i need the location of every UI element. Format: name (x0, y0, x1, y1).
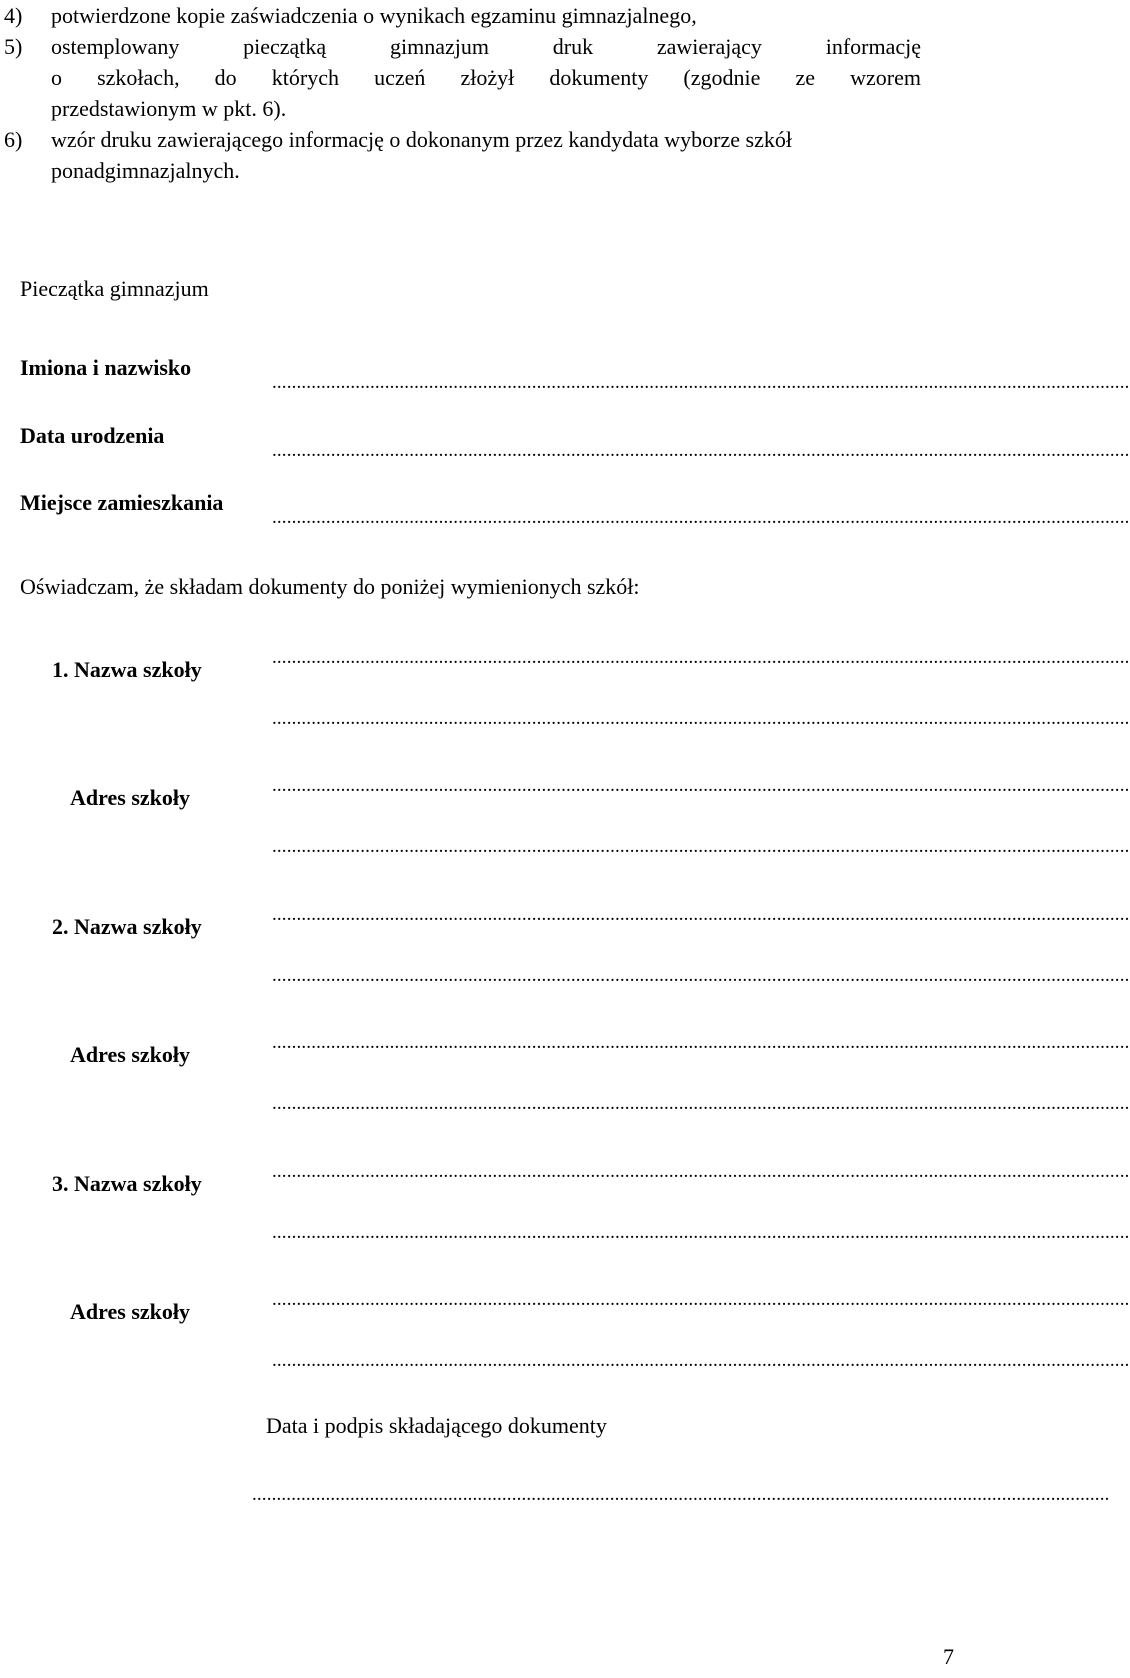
school-address-label: Adres szkoły (70, 1299, 190, 1324)
school-name-dotted-line[interactable]: ............................................................................................................................................................................... (272, 647, 1130, 668)
list-item-text: o szkołach, do których uczeń złożył dokumenty (zgodnie ze wzorem (51, 65, 921, 90)
school-name-label: 1. Nazwa szkoły (52, 657, 202, 682)
list-item-text: potwierdzone kopie zaświadczenia o wynikach egzaminu gimnazjalnego, (51, 3, 697, 28)
residence-dotted-line[interactable]: ............................................................................................................................................................................... (272, 507, 1130, 528)
school-address-dotted-line[interactable]: ............................................................................................................................................................................... (272, 1093, 1130, 1114)
list-item-number: 4) (4, 3, 23, 28)
school-name-dotted-line[interactable]: ............................................................................................................................................................................... (272, 708, 1130, 729)
school-name-dotted-line[interactable]: ............................................................................................................................................................................... (272, 1161, 1130, 1182)
school-name-dotted-line[interactable]: ............................................................................................................................................................................... (272, 904, 1130, 925)
list-item-number: 5) (4, 34, 23, 59)
school-name-label: 3. Nazwa szkoły (52, 1171, 202, 1196)
name-dotted-line[interactable]: ............................................................................................................................................................................... (272, 372, 1130, 393)
school-address-dotted-line[interactable]: ............................................................................................................................................................................... (272, 836, 1130, 857)
school-address-label: Adres szkoły (70, 1042, 190, 1067)
school-address-dotted-line[interactable]: ............................................................................................................................................................................... (272, 1350, 1130, 1371)
list-item-text: ostemplowany pieczątką gimnazjum druk zawierający informację (51, 34, 921, 59)
school-address-dotted-line[interactable]: ............................................................................................................................................................................... (272, 1289, 1130, 1310)
signature-dotted-line[interactable]: ............................................................................................................................................................................... (252, 1484, 1110, 1505)
school-address-dotted-line[interactable]: ............................................................................................................................................................................... (272, 1032, 1130, 1053)
birth-date-label: Data urodzenia (20, 423, 165, 448)
list-item-text: przedstawionym w pkt. 6). (51, 96, 287, 121)
signature-label: Data i podpis składającego dokumenty (266, 1413, 607, 1438)
residence-label: Miejsce zamieszkania (20, 490, 224, 515)
list-item-number: 6) (4, 127, 23, 152)
birth-date-dotted-line[interactable]: ............................................................................................................................................................................... (272, 440, 1130, 461)
page-number: 7 (943, 1644, 954, 1669)
school-address-dotted-line[interactable]: ............................................................................................................................................................................... (272, 775, 1130, 796)
school-address-label: Adres szkoły (70, 785, 190, 810)
school-name-dotted-line[interactable]: ............................................................................................................................................................................... (272, 1222, 1130, 1243)
statement-text: Oświadczam, że składam dokumenty do poniżej wymienionych szkół: (20, 574, 640, 599)
school-name-dotted-line[interactable]: ............................................................................................................................................................................... (272, 965, 1130, 986)
list-item-text: wzór druku zawierającego informację o dokonanym przez kandydata wyborze szkół (51, 127, 792, 152)
school-name-label: 2. Nazwa szkoły (52, 914, 202, 939)
name-label: Imiona i nazwisko (20, 355, 192, 380)
stamp-label: Pieczątka gimnazjum (20, 276, 209, 301)
list-item-text: ponadgimnazjalnych. (51, 158, 240, 183)
